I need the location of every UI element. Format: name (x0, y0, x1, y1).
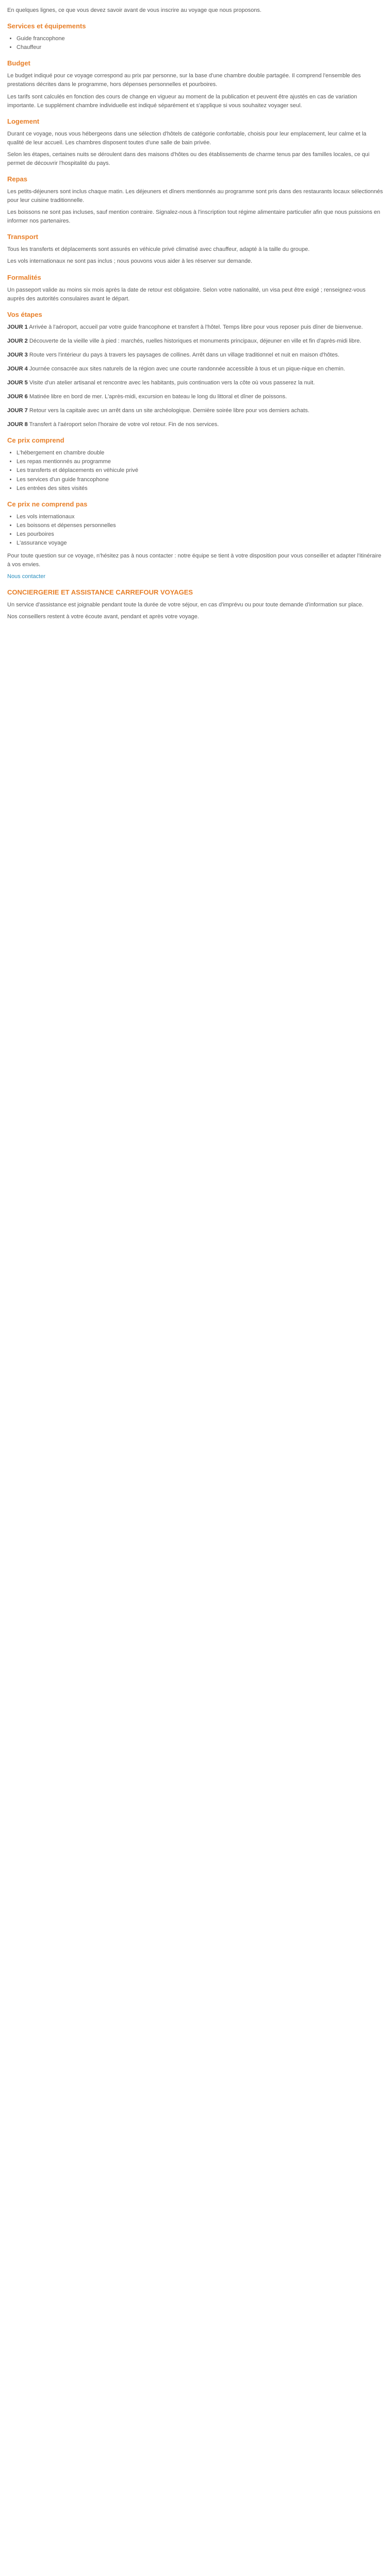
day-text: Visite d'un atelier artisanal et rencontre avec les habitants, puis continuation vers la côte où vous passerez la nuit. (29, 380, 315, 386)
day-item (7, 393, 384, 401)
insurance-text: Nos conseillers restent à votre écoute avant, pendant et après votre voyage. (7, 614, 199, 620)
days-heading: Vos étapes (7, 310, 42, 318)
list-item: • Chauffeur (17, 43, 384, 52)
services-title: Services et équipements (7, 22, 86, 30)
day-text: Arrivée à l'aéroport, accueil par votre guide francophone et transfert à l'hôtel. Temps libre pour vous reposer puis dîner de bienvenue. (29, 324, 363, 330)
insurance-text: Un service d'assistance est joignable pendant toute la durée de votre séjour, en cas d'imprévu ou pour toute demande d'information sur place. (7, 602, 364, 608)
list-item: • Les services d'un guide francophone (17, 476, 384, 484)
budget-text: Les tarifs sont calculés en fonction des cours de change en vigueur au moment de la publication et peuvent être ajustés en cas de variation importante. Le supplément chambre individuelle est indiqué séparément et s'applique si vous souhaitez voyager seul. (7, 93, 357, 109)
included-title: Ce prix comprend (7, 436, 64, 445)
services-list (7, 35, 384, 52)
list-item: • Les vols internationaux (17, 513, 384, 521)
day-title: JOUR 6 (7, 394, 28, 400)
page (0, 0, 391, 635)
day-title: JOUR 4 (7, 366, 28, 372)
list-item: • L'assurance voyage (17, 539, 384, 548)
list-item: • Les boissons et dépenses personnelles (17, 521, 384, 530)
day-text: Journée consacrée aux sites naturels de la région avec une courte randonnée accessible à tous et un pique-nique en chemin. (29, 366, 345, 372)
day-title: JOUR 2 (7, 337, 28, 344)
day-title: JOUR 1 (7, 324, 28, 330)
day-text: Route vers l'intérieur du pays à travers les paysages de collines. Arrêt dans un village traditionnel et nuit en maison d'hôtes. (29, 351, 339, 358)
insurance-title: CONCIERGERIE ET ASSISTANCE CARREFOUR VOYAGES (7, 588, 193, 597)
transport-text: Les vols internationaux ne sont pas inclus ; nous pouvons vous aider à les réserver sur demande. (7, 258, 253, 265)
contact-text: Pour toute question sur ce voyage, n'hésitez pas à nous contacter : notre équipe se tient à votre disposition pour vous conseiller et adapter l'itinéraire à vos envies. (7, 552, 382, 568)
day-item (7, 365, 384, 374)
day-title: JOUR 8 (7, 421, 28, 428)
meals-text: Les boissons ne sont pas incluses, sauf mention contraire. Signalez-nous à l'inscription tout régime alimentaire particulier afin que nous puissions en informer nos partenaires. (7, 209, 380, 225)
lodging-title: Logement (7, 117, 40, 125)
excluded-list (7, 513, 384, 548)
excluded-title: Ce prix ne comprend pas (7, 500, 88, 508)
day-title: JOUR 5 (7, 380, 28, 386)
list-item: • Les pourboires (17, 530, 384, 539)
lodging-text: Durant ce voyage, nous vous hébergeons dans une sélection d'hôtels de catégorie confortable, choisis pour leur emplacement, leur calme et la qualité de leur accueil. Les chambres disposent toutes d'une salle de bain privée. (7, 130, 367, 146)
formalities-text: Un passeport valide au moins six mois après la date de retour est obligatoire. Selon votre nationalité, un visa peut être exigé ; renseignez-vous auprès des autorités consulaires avant le départ. (7, 286, 366, 302)
day-title: JOUR 3 (7, 351, 28, 358)
list-item: • Les repas mentionnés au programme (17, 457, 384, 466)
transport-title: Transport (7, 233, 38, 241)
formalities-title: Formalités (7, 273, 41, 281)
day-text: Découverte de la vieille ville à pied : marchés, ruelles historiques et monuments principaux, déjeuner en ville et fin d'après-midi libre. (29, 337, 362, 344)
day-text: Retour vers la capitale avec un arrêt dans un site archéologique. Dernière soirée libre pour vos derniers achats. (29, 408, 309, 414)
day-text: Transfert à l'aéroport selon l'horaire de votre vol retour. Fin de nos services. (29, 421, 219, 428)
day-item (7, 379, 384, 387)
included-list (7, 449, 384, 493)
transport-text: Tous les transferts et déplacements sont assurés en véhicule privé climatisé avec chauffeur, adapté à la taille du groupe. (7, 246, 310, 253)
list-item: • Guide francophone (17, 35, 384, 43)
day-item (7, 351, 384, 360)
meals-title: Repas (7, 175, 28, 183)
budget-text: Le budget indiqué pour ce voyage correspond au prix par personne, sur la base d'une chambre double partagée. Il comprend l'ensemble des prestations décrites dans le programme, hors dépenses personnelles et pourboires. (7, 73, 361, 88)
meals-text: Les petits-déjeuners sont inclus chaque matin. Les déjeuners et dîners mentionnés au programme sont pris dans des restaurants locaux sélectionnés pour leur cuisine traditionnelle. (7, 189, 383, 204)
list-item: • L'hébergement en chambre double (17, 449, 384, 457)
day-item (7, 323, 384, 332)
day-item (7, 406, 384, 415)
list-item: • Les transferts et déplacements en véhicule privé (17, 466, 384, 475)
lodging-text: Selon les étapes, certaines nuits se déroulent dans des maisons d'hôtes ou des établissements de charme tenus par des familles locales, ce qui permet de découvrir l'hospitalité du pays. (7, 151, 370, 166)
day-item (7, 420, 384, 429)
budget-title: Budget (7, 59, 30, 67)
list-item: • Les entrées des sites visités (17, 484, 384, 493)
day-text: Matinée libre en bord de mer. L'après-midi, excursion en bateau le long du littoral et dîner de poissons. (29, 394, 287, 400)
day-title: JOUR 7 (7, 408, 28, 414)
intro-text: En quelques lignes, ce que vous devez savoir avant de vous inscrire au voyage que nous proposons. (7, 7, 262, 13)
contact-link[interactable]: Nous contacter (7, 573, 45, 580)
day-item (7, 337, 384, 346)
